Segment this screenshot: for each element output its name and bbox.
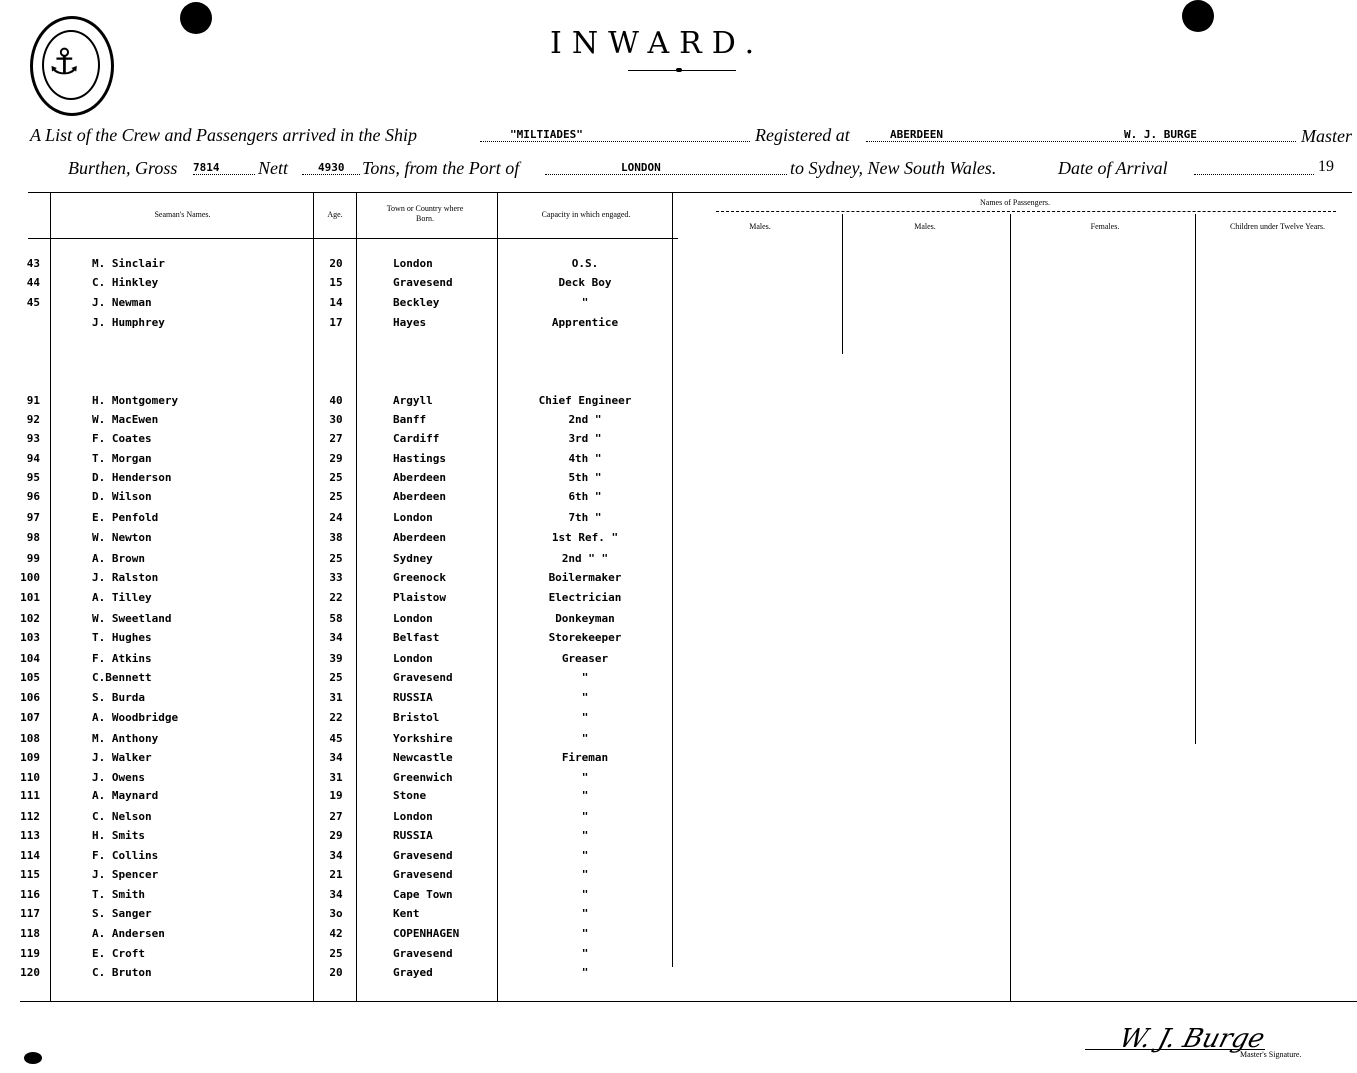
list-heading: A List of the Crew and Passengers arrived in the Ship	[30, 125, 417, 145]
table-row	[0, 732, 1357, 751]
arrival-date-label: Date of Arrival	[1058, 158, 1168, 178]
table-row	[0, 751, 1357, 770]
crew-name: J. Owens	[92, 771, 145, 784]
crew-num: 100	[20, 571, 40, 584]
crew-age: 39	[329, 652, 343, 665]
crew-town: London	[393, 652, 433, 665]
crew-name: A. Woodbridge	[92, 711, 179, 724]
crew-num: 120	[20, 966, 40, 979]
table-row	[0, 257, 1357, 276]
crew-name: T. Hughes	[92, 631, 152, 644]
crew-town: Bristol	[393, 711, 440, 724]
crew-num: 45	[26, 296, 40, 309]
crew-num: 44	[26, 276, 40, 289]
crew-capacity: Electrician	[548, 591, 622, 604]
table-row	[0, 947, 1357, 966]
crew-num: 92	[26, 413, 40, 426]
crew-town: London	[393, 810, 433, 823]
crew-num: 95	[26, 471, 40, 484]
crew-num: 116	[20, 888, 40, 901]
master-name: W. J. BURGE	[1124, 128, 1197, 141]
crew-num: 114	[20, 849, 40, 862]
table-row	[0, 966, 1357, 985]
crew-num: 101	[20, 591, 40, 604]
crew-age: 21	[329, 868, 343, 881]
crew-capacity: Apprentice	[551, 316, 619, 329]
crew-name: C. Hinkley	[92, 276, 159, 289]
crew-name: J. Spencer	[92, 868, 159, 881]
signature-rule	[1085, 1049, 1265, 1050]
crew-town: Gravesend	[393, 947, 453, 960]
crew-town: RUSSIA	[393, 829, 433, 842]
table-row	[0, 591, 1357, 610]
crew-name: C.Bennett	[92, 671, 152, 684]
burthen-label: Burthen, Gross	[68, 158, 178, 178]
crew-name: A. Andersen	[92, 927, 165, 940]
crew-capacity: Donkeyman	[555, 612, 615, 625]
table-row	[0, 490, 1357, 509]
title-rule	[628, 70, 736, 71]
crew-age: 25	[329, 471, 343, 484]
registered-label: Registered at	[755, 125, 850, 145]
crew-town: Banff	[393, 413, 427, 426]
crew-capacity: 4th "	[568, 452, 602, 465]
crew-town: Newcastle	[393, 751, 453, 764]
crew-age: 17	[329, 316, 343, 329]
crew-capacity: 6th "	[568, 490, 602, 503]
crew-num: 112	[20, 810, 40, 823]
table-row	[0, 531, 1357, 550]
table-row	[0, 511, 1357, 530]
signature-label: Master's Signature.	[1240, 1050, 1302, 1059]
crew-capacity: O.S.	[571, 257, 599, 270]
crew-num: 115	[20, 868, 40, 881]
crew-num: 97	[26, 511, 40, 524]
arrival-date-field	[1194, 174, 1314, 175]
crew-name: E. Croft	[92, 947, 145, 960]
crew-capacity: Storekeeper	[548, 631, 622, 644]
crew-num: 91	[26, 394, 40, 407]
crew-town: Aberdeen	[393, 471, 446, 484]
crew-capacity: "	[581, 789, 589, 802]
crew-town: Gravesend	[393, 849, 453, 862]
col-header-seaman-name: Seaman's Names.	[154, 210, 211, 219]
crew-capacity: "	[581, 296, 589, 309]
crew-name: A. Tilley	[92, 591, 152, 604]
crew-capacity: "	[581, 671, 589, 684]
gross-tonnage: 7814	[193, 161, 255, 175]
crew-num: 117	[20, 907, 40, 920]
crew-town: Gravesend	[393, 671, 453, 684]
crew-town: Grayed	[393, 966, 433, 979]
punch-hole-left	[180, 2, 212, 34]
crew-name: M. Anthony	[92, 732, 159, 745]
crew-num: 43	[26, 257, 40, 270]
crew-town: Argyll	[393, 394, 433, 407]
crew-name: J. Humphrey	[92, 316, 165, 329]
crew-name: W. Newton	[92, 531, 152, 544]
crew-capacity: Chief Engineer	[538, 394, 632, 407]
crew-town: Belfast	[393, 631, 440, 644]
table-row	[0, 612, 1357, 631]
crew-age: 34	[329, 751, 343, 764]
crew-num: 107	[20, 711, 40, 724]
col-header-males-2: Males.	[914, 222, 936, 231]
crew-num: 106	[20, 691, 40, 704]
crew-num: 110	[20, 771, 40, 784]
crew-name: S. Sanger	[92, 907, 152, 920]
crew-age: 3o	[329, 907, 343, 920]
crew-num: 118	[20, 927, 40, 940]
crew-name: F. Collins	[92, 849, 159, 862]
nett-tonnage: 4930	[302, 161, 360, 175]
destination-label: to Sydney, New South Wales.	[790, 158, 997, 178]
table-row	[0, 394, 1357, 413]
crew-name: C. Bruton	[92, 966, 152, 979]
crew-capacity: Boilermaker	[548, 571, 622, 584]
crew-name: S. Burda	[92, 691, 145, 704]
master-label: Master	[1301, 126, 1352, 146]
table-row	[0, 452, 1357, 471]
crew-town: London	[393, 257, 433, 270]
table-row	[0, 296, 1357, 315]
crew-town: Plaistow	[393, 591, 446, 604]
crew-age: 25	[329, 552, 343, 565]
crew-num: 102	[20, 612, 40, 625]
crew-age: 27	[329, 432, 343, 445]
crew-age: 25	[329, 490, 343, 503]
crew-name: T. Smith	[92, 888, 145, 901]
table-row	[0, 652, 1357, 671]
crew-num: 98	[26, 531, 40, 544]
crew-capacity: "	[581, 810, 589, 823]
crew-age: 34	[329, 888, 343, 901]
table-row	[0, 927, 1357, 946]
crew-num: 108	[20, 732, 40, 745]
crew-capacity: "	[581, 711, 589, 724]
ship-name: "MILTIADES"	[480, 128, 750, 142]
table-row	[0, 631, 1357, 650]
crew-town: Sydney	[393, 552, 433, 565]
crew-town: Gravesend	[393, 868, 453, 881]
crew-age: 22	[329, 711, 343, 724]
crew-name: A. Maynard	[92, 789, 159, 802]
crew-capacity: Deck Boy	[558, 276, 612, 289]
table-row	[0, 276, 1357, 295]
crew-capacity: "	[581, 771, 589, 784]
table-row	[0, 810, 1357, 829]
crew-town: Aberdeen	[393, 531, 446, 544]
crew-name: C. Nelson	[92, 810, 152, 823]
crew-num: 113	[20, 829, 40, 842]
table-row	[0, 711, 1357, 730]
table-bottom-rule	[20, 1001, 1357, 1002]
crew-name: H. Montgomery	[92, 394, 179, 407]
table-row	[0, 789, 1357, 808]
crew-age: 34	[329, 849, 343, 862]
crew-capacity: Greaser	[561, 652, 609, 665]
crew-town: Beckley	[393, 296, 440, 309]
crew-town: Yorkshire	[393, 732, 453, 745]
title-ornament	[676, 68, 682, 72]
registered-port: ABERDEEN	[866, 128, 1296, 142]
table-row	[0, 571, 1357, 590]
arrival-year: 19	[1318, 158, 1334, 175]
table-row	[0, 907, 1357, 926]
crew-town: Cardiff	[393, 432, 440, 445]
table-row	[0, 849, 1357, 868]
col-header-capacity: Capacity in which engaged.	[541, 210, 631, 219]
crew-town: London	[393, 511, 433, 524]
crew-capacity: "	[581, 732, 589, 745]
crew-age: 14	[329, 296, 343, 309]
col-header-town: Town or Country where Born.	[386, 204, 464, 223]
crew-age: 31	[329, 771, 343, 784]
table-row	[0, 691, 1357, 710]
table-row	[0, 413, 1357, 432]
table-row	[0, 888, 1357, 907]
crew-num: 96	[26, 490, 40, 503]
crew-age: 45	[329, 732, 343, 745]
crew-name: M. Sinclair	[92, 257, 165, 270]
crew-capacity: "	[581, 849, 589, 862]
crew-capacity: "	[581, 927, 589, 940]
col-header-females: Females.	[1090, 222, 1120, 231]
crew-town: Greenwich	[393, 771, 453, 784]
crew-capacity: "	[581, 888, 589, 901]
crew-town: Greenock	[393, 571, 446, 584]
crew-name: F. Coates	[92, 432, 152, 445]
master-signature: W. J. Burge	[1115, 1024, 1268, 1054]
col-header-males-1: Males.	[749, 222, 771, 231]
crew-num: 94	[26, 452, 40, 465]
crew-name: D. Henderson	[92, 471, 172, 484]
punch-hole-right	[1182, 0, 1214, 32]
crew-town: Stone	[393, 789, 427, 802]
crew-capacity: "	[581, 691, 589, 704]
crew-capacity: "	[581, 966, 589, 979]
crew-num: 111	[20, 789, 40, 802]
crew-town: Cape Town	[393, 888, 453, 901]
table-row	[0, 316, 1357, 335]
crew-name: J. Newman	[92, 296, 152, 309]
crew-town: COPENHAGEN	[393, 927, 460, 940]
crew-name: J. Walker	[92, 751, 152, 764]
crew-town: Kent	[393, 907, 420, 920]
crew-town: Hastings	[393, 452, 446, 465]
passengers-dashed-rule	[716, 211, 1336, 212]
crew-age: 30	[329, 413, 343, 426]
crew-capacity: 2nd " "	[561, 552, 609, 565]
crew-age: 29	[329, 452, 343, 465]
crew-age: 15	[329, 276, 343, 289]
crew-num: 104	[20, 652, 40, 665]
crew-name: H. Smits	[92, 829, 145, 842]
crew-num: 99	[26, 552, 40, 565]
crew-name: W. Sweetland	[92, 612, 172, 625]
page-title: INWARD.	[550, 26, 765, 61]
crew-age: 38	[329, 531, 343, 544]
table-row	[0, 829, 1357, 848]
crew-age: 31	[329, 691, 343, 704]
crew-name: J. Ralston	[92, 571, 159, 584]
crew-num: 105	[20, 671, 40, 684]
crew-age: 40	[329, 394, 343, 407]
crew-town: Aberdeen	[393, 490, 446, 503]
anchor-icon: ⚓	[48, 42, 81, 83]
crew-capacity: "	[581, 947, 589, 960]
crew-age: 19	[329, 789, 343, 802]
ink-blot	[24, 1052, 42, 1064]
crew-age: 22	[329, 591, 343, 604]
col-header-age: Age.	[327, 210, 343, 219]
crew-num: 109	[20, 751, 40, 764]
crew-name: F. Atkins	[92, 652, 152, 665]
tons-port-label: Tons, from the Port of	[362, 158, 520, 178]
crew-age: 24	[329, 511, 343, 524]
crew-name: T. Morgan	[92, 452, 152, 465]
table-row	[0, 432, 1357, 451]
crew-town: London	[393, 612, 433, 625]
crew-town: RUSSIA	[393, 691, 433, 704]
crew-name: A. Brown	[92, 552, 145, 565]
table-row	[0, 471, 1357, 490]
crew-capacity: 3rd "	[568, 432, 602, 445]
crew-town: Gravesend	[393, 276, 453, 289]
crew-age: 34	[329, 631, 343, 644]
port-of-departure: LONDON	[545, 161, 787, 175]
crew-capacity: Fireman	[561, 751, 609, 764]
crew-name: E. Penfold	[92, 511, 159, 524]
crew-capacity: "	[581, 868, 589, 881]
crew-age: 25	[329, 947, 343, 960]
crew-age: 33	[329, 571, 343, 584]
crew-capacity: 7th "	[568, 511, 602, 524]
table-row	[0, 671, 1357, 690]
crew-town: Hayes	[393, 316, 427, 329]
crew-age: 58	[329, 612, 343, 625]
table-top-rule	[28, 192, 1352, 193]
nett-label: Nett	[258, 158, 288, 178]
crew-capacity: "	[581, 829, 589, 842]
crew-age: 20	[329, 257, 343, 270]
table-header-rule	[28, 238, 678, 239]
col-header-children: Children under Twelve Years.	[1229, 222, 1326, 231]
col-header-passengers: Names of Passengers.	[980, 198, 1050, 207]
crew-capacity: 2nd "	[568, 413, 602, 426]
table-row	[0, 771, 1357, 790]
table-row	[0, 552, 1357, 571]
crew-age: 42	[329, 927, 343, 940]
crew-num: 119	[20, 947, 40, 960]
crew-num: 93	[26, 432, 40, 445]
crew-num: 103	[20, 631, 40, 644]
table-row	[0, 868, 1357, 887]
crew-capacity: 5th "	[568, 471, 602, 484]
crew-age: 29	[329, 829, 343, 842]
crew-name: D. Wilson	[92, 490, 152, 503]
crew-age: 20	[329, 966, 343, 979]
crew-age: 27	[329, 810, 343, 823]
crew-age: 25	[329, 671, 343, 684]
crew-capacity: 1st Ref. "	[551, 531, 619, 544]
crew-name: W. MacEwen	[92, 413, 159, 426]
crew-capacity: "	[581, 907, 589, 920]
